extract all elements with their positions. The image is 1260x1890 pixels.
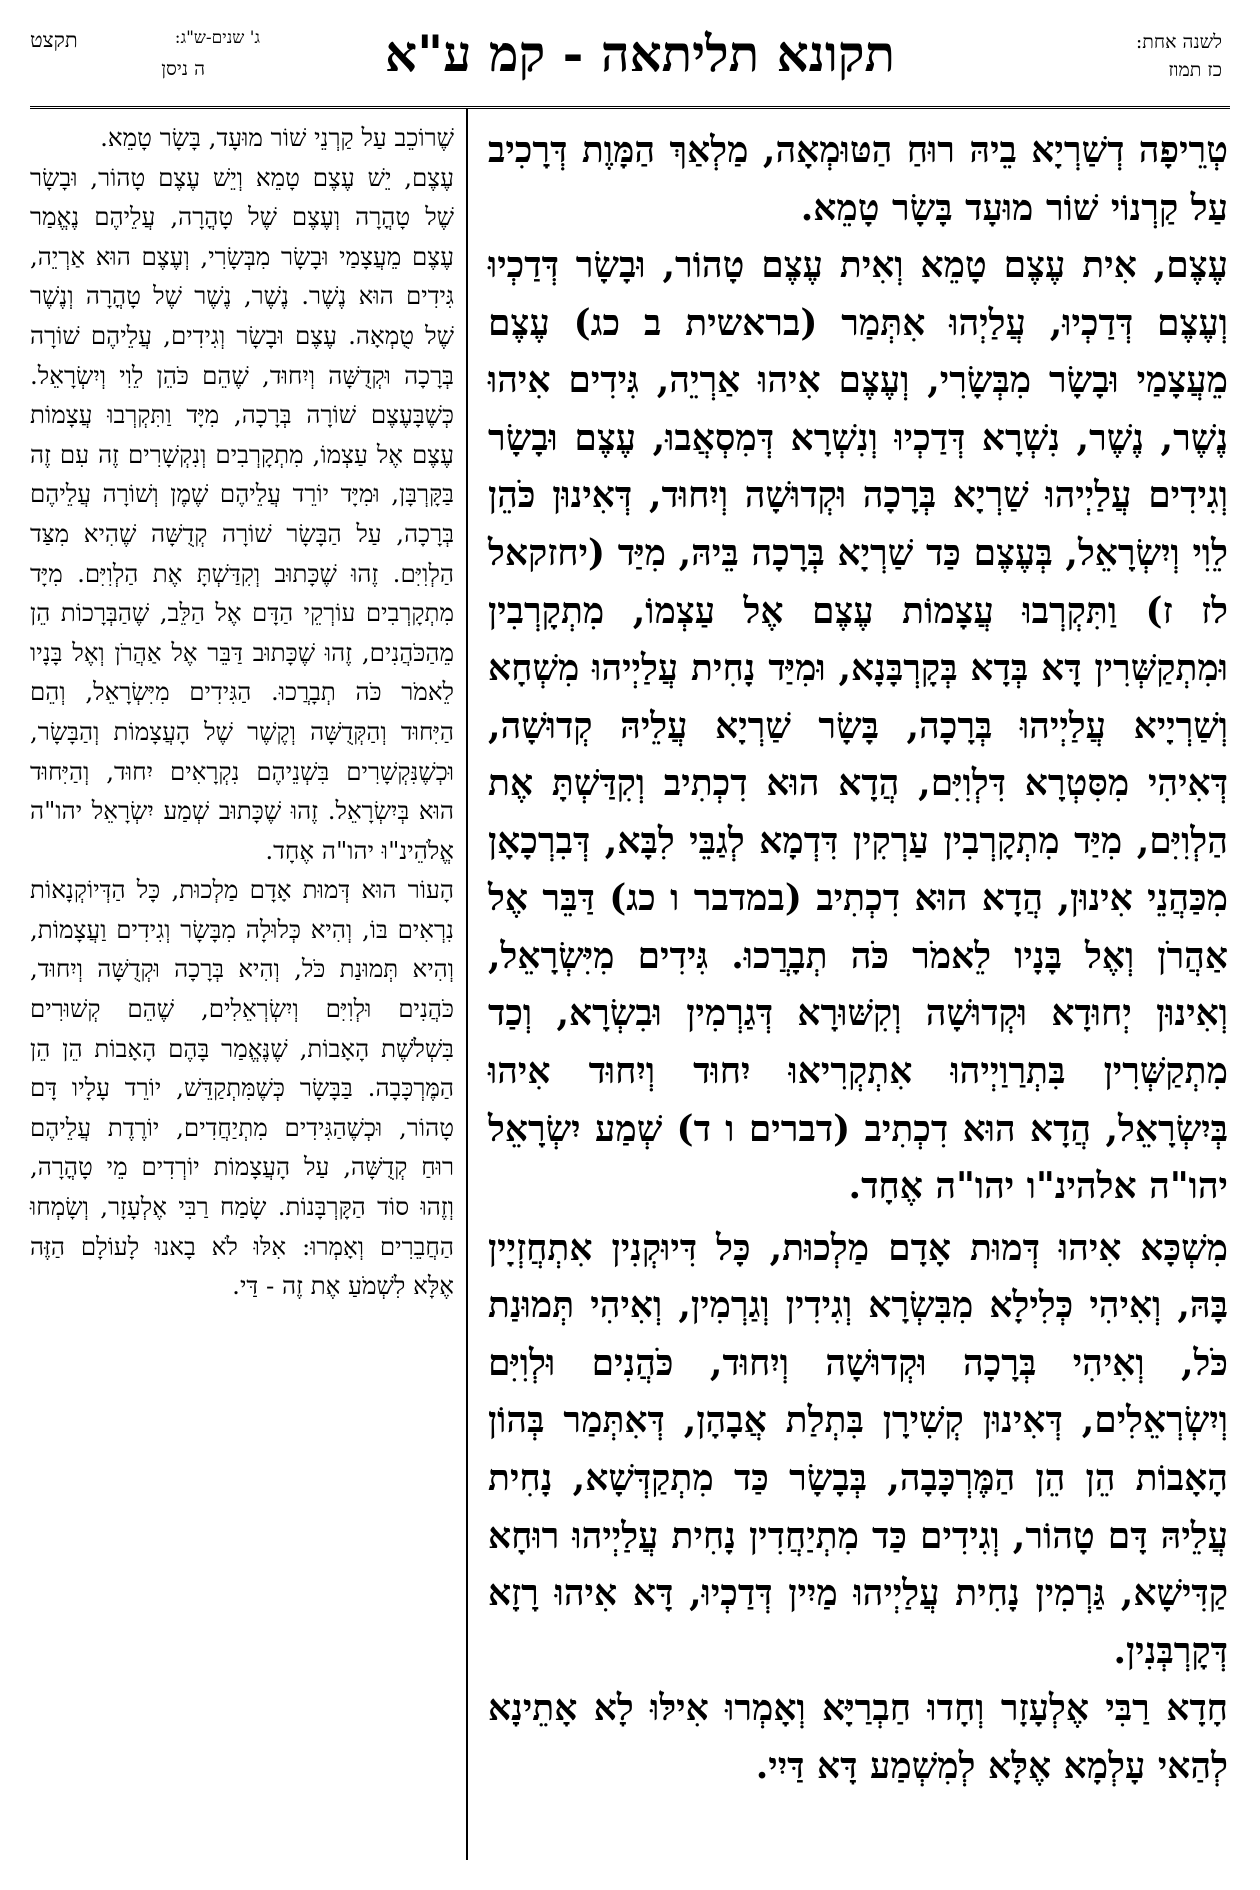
page-title: תקונא תליתאה - קמ ע"א xyxy=(385,24,895,83)
main-paragraph-1: טְרֵיפָה דְשַׁרְיָא בֵיהּ רוּחַ הַטּוּמְאָה, מַלְאַךְ הַמָּוֶת דְּרָכִיב עַל קַרְנוֹי שׁוֹר מוּעָד בָּשָׂר טָמֵא. xyxy=(488,129,1228,229)
schedule-label: לשנה אחת: xyxy=(1135,31,1222,53)
study-schedule-three-years xyxy=(30,28,260,88)
main-aramaic-column xyxy=(488,122,1228,1795)
header-divider xyxy=(30,106,1230,109)
schedule-date: כז תמוז xyxy=(1168,59,1222,81)
main-paragraph-4: חָדָא רַבִּי אֶלְעָזָר וְחָדוּ חַבְרַיָּא וְאָמְרוּ אִילּוּ לָא אָתֵינָא לְהַאי עָלְמָא אֶלָּא לְמִשְׁמַע דָּא דַּיִי. xyxy=(488,1687,1228,1787)
main-paragraph-3: מִשְׁכָּא אִיהוּ דְּמוּת אָדָם מַלְכוּת, כָּל דִּיוּקְנִין אִתְחֲזְיָין בָּהּ, וְאִיהִי כְּלִילָא מִבִּשְׂרָא וְגִידִין וְגַרְמִין, וְאִיהִי תְּמוּנַת כֹּל, וְאִיהִי בְּרָכָה וּקְדוּשָׁה וְיִחוּד, כֹּהֲנִים וּלְוִיִּם וְיִשְׂרְאֵלִים, דְּאִינוּן קְשִׁירָן בִּתְלַת אֲבָהָן, דְּאִתְּמַר בְּהוֹן הָאָבוֹת הֵן הֵן הַמֶּרְכָּבָה, בְּבָשָׂר כַּד מִתְקַדְּשָׁא, נָחִית עֲלֵיהּ דָּם טָהוֹר, וְגִידִים כַּד מִתְיַחֲדִין נָחִית עֲלַיְיהוּ רוּחָא קַדִּישָׁא, גַּרְמִין נָחִית עֲלַיְיהוּ מַיִין דְּדַכְיוּ, דָּא אִיהוּ רָזָא דְּקָרְבְּנִין. xyxy=(488,1226,1228,1672)
hebrew-translation-column xyxy=(30,118,454,1306)
schedule-three-year-date: ה ניסן xyxy=(161,58,205,80)
side-paragraph-3: הָעוֹר הוּא דְּמוּת אָדָם מַלְכוּת, כָּל הַדְּיוֹקְנָאוֹת נִרְאִים בּוֹ, וְהִיא כְּלוּלָה מִבָּשָׂר וְגִידִים וַעֲצָמוֹת, וְהִיא תְּמוּנַת כֹּל, וְהִיא בְּרָכָה וּקְדֻשָּׁה וְיִחוּד, כֹּהֲנִים וּלְוִיִּם וְיִשְׂרְאֵלִים, שֶׁהֵם קְשׁוּרִים בִּשְׁלֹשֶׁת הָאָבוֹת, שֶׁנֶּאֱמַר בָּהֶם הָאָבוֹת הֵן הֵן הַמֶּרְכָּבָה. בַּבָּשָׂר כְּשֶׁמִּתְקַדֵּשׁ, יוֹרֵד עָלָיו דָּם טָהוֹר, וּכְשֶׁהַגִּידִים מִתְיַחֲדִים, יוֹרֶדֶת עֲלֵיהֶם רוּחַ קְדֻשָּׁה, עַל הָעֲצָמוֹת יוֹרְדִים מֵי טָהֳרָה, וְזֶהוּ סוֹד הַקָּרְבָּנוֹת. שָׂמַח רַבִּי אֶלְעָזָר, וְשָׂמְחוּ הַחֲבֵרִים וְאָמְרוּ: אִלּוּ לֹא בָאנוּ לָעוֹלָם הַזֶּה אֶלָּא לִשְׁמֹעַ אֶת זֶה - דַּי. xyxy=(30,875,454,1301)
schedule-three-year-label: ג' שנים-ש"ג: xyxy=(174,28,260,48)
side-paragraph-2: עֶצֶם, יֵשׁ עֶצֶם טָמֵא וְיֵשׁ עֶצֶם טָהוֹר, וּבָשָׂר שֶׁל טָהֳרָה וְעֶצֶם שֶׁל טָהֳרָה, עֲלֵיהֶם נֶאֱמַר עֶצֶם מֵעֲצָמַי וּבָשָׂר מִבְּשָׂרִי, וְעֶצֶם הוּא אַרְיֵה, גִּידִים הוּא נֶשֶׁר. נֶשֶׁר, נֶשֶׁר שֶׁל טָהֳרָה וְנֶשֶׁר שֶׁל טֻמְאָה. עֶצֶם וּבָשָׂר וְגִידִים, עֲלֵיהֶם שׁוֹרָה בְּרָכָה וּקְדֻשָּׁה וְיִחוּד, שֶׁהֵם כֹּהֵן לֵוִי וְיִשְׂרָאֵל. כְּשֶׁבָּעֶצֶם שׁוֹרָה בְּרָכָה, מִיָּד וַתִּקְרְבוּ עֲצָמוֹת עֶצֶם אֶל עַצְמוֹ, מִתְקָרְבִים וְנִקְשָׁרִים זֶה עִם זֶה בַּקָּרְבָּן, וּמִיָּד יוֹרֵד עֲלֵיהֶם שֶׁמֶן וְשׁוֹרָה עֲלֵיהֶם בְּרָכָה, עַל הַבָּשָׂר שׁוֹרָה קְדֻשָּׁה שֶׁהִיא מִצַּד הַלְוִיִּם. זֶהוּ שֶׁכָּתוּב וְקִדַּשְׁתָּ אֶת הַלְוִיִּם. מִיָּד מִתְקָרְבִים עוֹרְקֵי הַדָּם אֶל הַלֵּב, שֶׁהַבְּרָכוֹת הֵן מֵהַכֹּהֲנִים, זֶהוּ שֶׁכָּתוּב דַּבֵּר אֶל אַהֲרֹן וְאֶל בָּנָיו לֵאמֹר כֹּה תְבָרֲכוּ. הַגִּידִים מִיִּשְׂרָאֵל, וְהֵם הַיִּחוּד וְהַקְּדֻשָּׁה וְקֶשֶׁר שֶׁל הָעֲצָמוֹת וְהַבָּשָׂר, וּכְשֶׁנִּקְשָׁרִים בִּשְׁנֵיהֶם נִקְרָאִים יִחוּד, וְהַיִּחוּד הוּא בְּיִשְׂרָאֵל. זֶהוּ שֶׁכָּתוּב שְׁמַע יִשְׂרָאֵל יהו"ה אֱלֹהֵינ"וּ יהו"ה אֶחָד. xyxy=(30,162,454,865)
side-paragraph-1: שֶׁרוֹכֵב עַל קַרְנֵי שׁוֹר מוּעָד, בָּשָׂר טָמֵא. xyxy=(100,123,454,152)
column-divider xyxy=(466,108,468,1860)
study-schedule-one-year xyxy=(1136,28,1222,84)
main-paragraph-2: עֶצֶם, אִית עֶצֶם טָמֵא וְאִית עֶצֶם טָהוֹר, וּבָשָׂר דְּדַכְיוּ וְעֶצֶם דְּדַכְיוּ, עֲלַיְהוּ אִתְּמַר (בראשית ב כג) עֶצֶם מֵעֲצָמַי וּבָשָׂר מִבְּשָׂרִי, וְעֶצֶם אִיהוּ אַרְיֵה, גִּידִים אִיהוּ נֶשֶׁר, נֶשֶׁר, נִשְׁרָא דְּדַכְיוּ וְנִשְׁרָא דְּמִסְאֲבוּ, עֶצֶם וּבָשָׂר וְגִידִים עֲלַיְיהוּ שַׁרְיָא בְּרָכָה וּקְדוּשָׁה וְיִחוּד, דְּאִינוּן כֹּהֵן לֵוִי וְיִשְׂרָאֵל, בְּעֶצֶם כַּד שַׁרְיָא בְּרָכָה בֵּיהּ, מִיַּד (יחזקאל לז ז) וַתִּקְרְבוּ עֲצָמוֹת עֶצֶם אֶל עַצְמוֹ, מִתְקָרְבִין וּמִתְקַשְּׁרִין דָּא בְּדָא בְּקָרְבָּנָא, וּמִיַּד נָחִית עֲלַיְיהוּ מִשְׁחָא וְשַׁרְיָיא עֲלַיְיהוּ בְּרָכָה, בָּשָׂר שַׁרְיָא עֲלֵיהּ קְדוּשָׁה, דְּאִיהִי מִסִּטְרָא דִּלְוִיִּם, הֲדָא הוּא דִכְתִיב וְקִדַּשְׁתָּ אֶת הַלְוִיִּם, מִיַּד מִתְקָרְבִין עַרְקִין דִּדְמָא לְגַבֵּי לִבָּא, דְּבִרְכָאָן מִכַּהֲנֵי אִינוּן, הֲדָא הוּא דִכְתִיב (במדבר ו כג) דַּבֵּר אֶל אַהֲרֹן וְאֶל בָּנָיו לֵאמֹר כֹּה תְבָרֲכוּ. גִּידִים מִיִּשְׂרָאֵל, וְאִינוּן יְחוּדָא וּקְדוּשָׁה וְקִשּׁוּרָא דְּגַרְמִין וּבִשְׂרָא, וְכַד מִתְקַשְּׁרִין בִּתְרַוַיְיהוּ אִתְקְרִיאוּ יִחוּד וְיִחוּד אִיהוּ בְּיִשְׂרָאֵל, הֲדָא הוּא דִכְתִיב (דברים ו ד) שְׁמַע יִשְׂרָאֵל יהו"ה אלהינ"ו יהו"ה אֶחָד. xyxy=(488,244,1228,1208)
page-number: תקצט xyxy=(30,28,78,52)
page-header xyxy=(0,0,1260,112)
